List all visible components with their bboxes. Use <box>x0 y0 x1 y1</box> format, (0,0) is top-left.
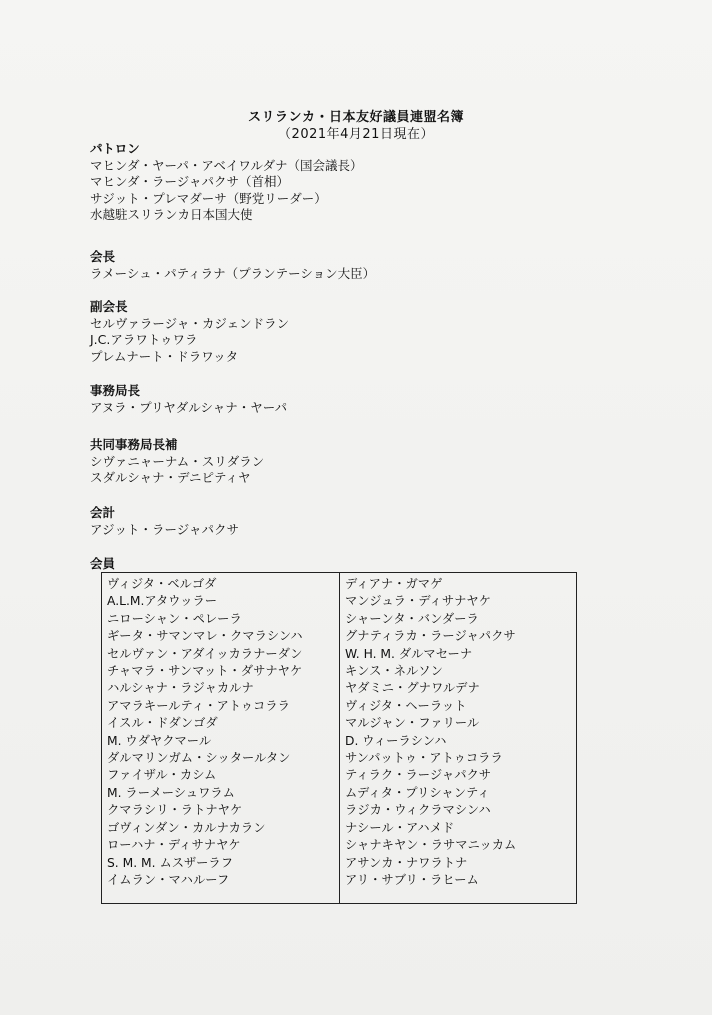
member-name: ギータ・サマンマレ・クマラシンハ <box>107 629 303 644</box>
section-line: サジット・プレマダーサ（野党リーダー） <box>90 190 327 206</box>
member-name: セルヴァン・アダイッカラナーダン <box>107 646 303 661</box>
member-name: アサンカ・ナワラトナ <box>345 855 468 870</box>
member-name: S. M. M. ムスザーラフ <box>107 855 234 870</box>
section-heading: 会計 <box>90 505 116 520</box>
member-name: イムラン・マハルーフ <box>107 872 230 887</box>
member-name: シャナキヤン・ラサマニッカム <box>345 838 517 853</box>
section-heading: 会長 <box>90 249 116 264</box>
section-0 <box>90 141 363 224</box>
section-heading: 共同事務局長補 <box>90 437 178 452</box>
member-name: ラジカ・ウィクラマシンハ <box>345 803 491 818</box>
section-line: マヒンダ・ヤーパ・アベイワルダナ（国会議長） <box>90 157 363 173</box>
document-date: （2021年4月21日現在） <box>278 127 434 142</box>
member-name: アマラキールティ・アトゥコララ <box>107 698 290 713</box>
section-heading: パトロン <box>90 141 140 156</box>
member-name: イスル・ドダンゴダ <box>107 716 218 731</box>
section-line: マヒンダ・ラージャパクサ（首相） <box>90 174 290 189</box>
member-name: ニローシャン・ペレーラ <box>107 611 242 626</box>
section-4 <box>90 437 264 487</box>
section-2 <box>90 299 289 365</box>
member-name: シャーンタ・バンダーラ <box>345 611 479 626</box>
section-line: J.C.アラワトゥワラ <box>90 332 198 347</box>
member-name: ダルマリンガム・シッタールタン <box>107 751 291 766</box>
member-name: A.L.M.アタウッラー <box>107 594 218 609</box>
member-name: M. ウダヤクマール <box>107 733 212 748</box>
member-name: ティラク・ラージャパクサ <box>345 768 492 783</box>
section-line: プレムナート・ドラワッタ <box>90 348 239 364</box>
section-line: ラメーシュ・パティラナ（プランテーション大臣） <box>90 265 376 281</box>
member-name: ハルシャナ・ラジャカルナ <box>107 681 254 696</box>
member-name: グナティラカ・ラージャパクサ <box>345 629 516 644</box>
column-divider <box>339 573 340 903</box>
section-heading: 事務局長 <box>90 383 141 398</box>
section-line: セルヴァラージャ・カジェンドラン <box>90 315 290 331</box>
member-name: チャマラ・サンマット・ダサナヤケ <box>107 664 303 679</box>
member-name: クマラシリ・ラトナヤケ <box>107 803 243 818</box>
section-line: スダルシャナ・デニピティヤ <box>90 470 251 485</box>
member-name: マルジャン・ファリール <box>345 716 480 731</box>
members-left-column <box>107 576 303 889</box>
member-name: アリ・サブリ・ラヒーム <box>345 872 479 887</box>
member-name: ファイザル・カシム <box>107 768 217 783</box>
section-line: 水越駐スリランカ日本国大使 <box>90 207 253 222</box>
section-line: シヴァニャーナム・スリダラン <box>90 453 265 469</box>
section-heading: 副会長 <box>90 299 128 314</box>
section-line: アヌラ・プリヤダルシャナ・ヤーパ <box>90 399 288 415</box>
member-name: ローハナ・ディサナヤケ <box>107 838 241 853</box>
member-name: W. H. M. ダルマセーナ <box>345 646 473 661</box>
member-name: マンジュラ・ディサナヤケ <box>345 594 492 609</box>
members-right-column <box>345 576 516 889</box>
member-name: ヴィジタ・ヘーラット <box>345 698 467 713</box>
member-name: ゴヴィンダン・カルナカラン <box>107 820 266 835</box>
member-name: サンパットゥ・アトゥコララ <box>345 751 503 766</box>
document-title: スリランカ・日本友好議員連盟名簿 <box>247 110 464 125</box>
members-table <box>101 572 577 904</box>
member-name: D. ウィーラシンハ <box>345 733 447 748</box>
section-line: アジット・ラージャパクサ <box>90 521 240 537</box>
member-name: ヴィジタ・ベルゴダ <box>107 577 217 591</box>
section-5 <box>90 505 239 538</box>
member-name: ディアナ・ガマゲ <box>345 577 443 591</box>
member-name: ナシール・アハメド <box>345 820 455 835</box>
member-name: キンス・ネルソン <box>345 664 443 679</box>
section-3 <box>90 383 287 416</box>
members-section <box>90 556 115 573</box>
section-1 <box>90 249 375 282</box>
member-name: M. ラーメーシュワラム <box>107 785 235 800</box>
section-heading-members: 会員 <box>90 556 116 571</box>
member-name: ムディタ・プリシャンティ <box>345 785 490 800</box>
member-name: ヤダミニ・グナワルデナ <box>345 681 480 696</box>
